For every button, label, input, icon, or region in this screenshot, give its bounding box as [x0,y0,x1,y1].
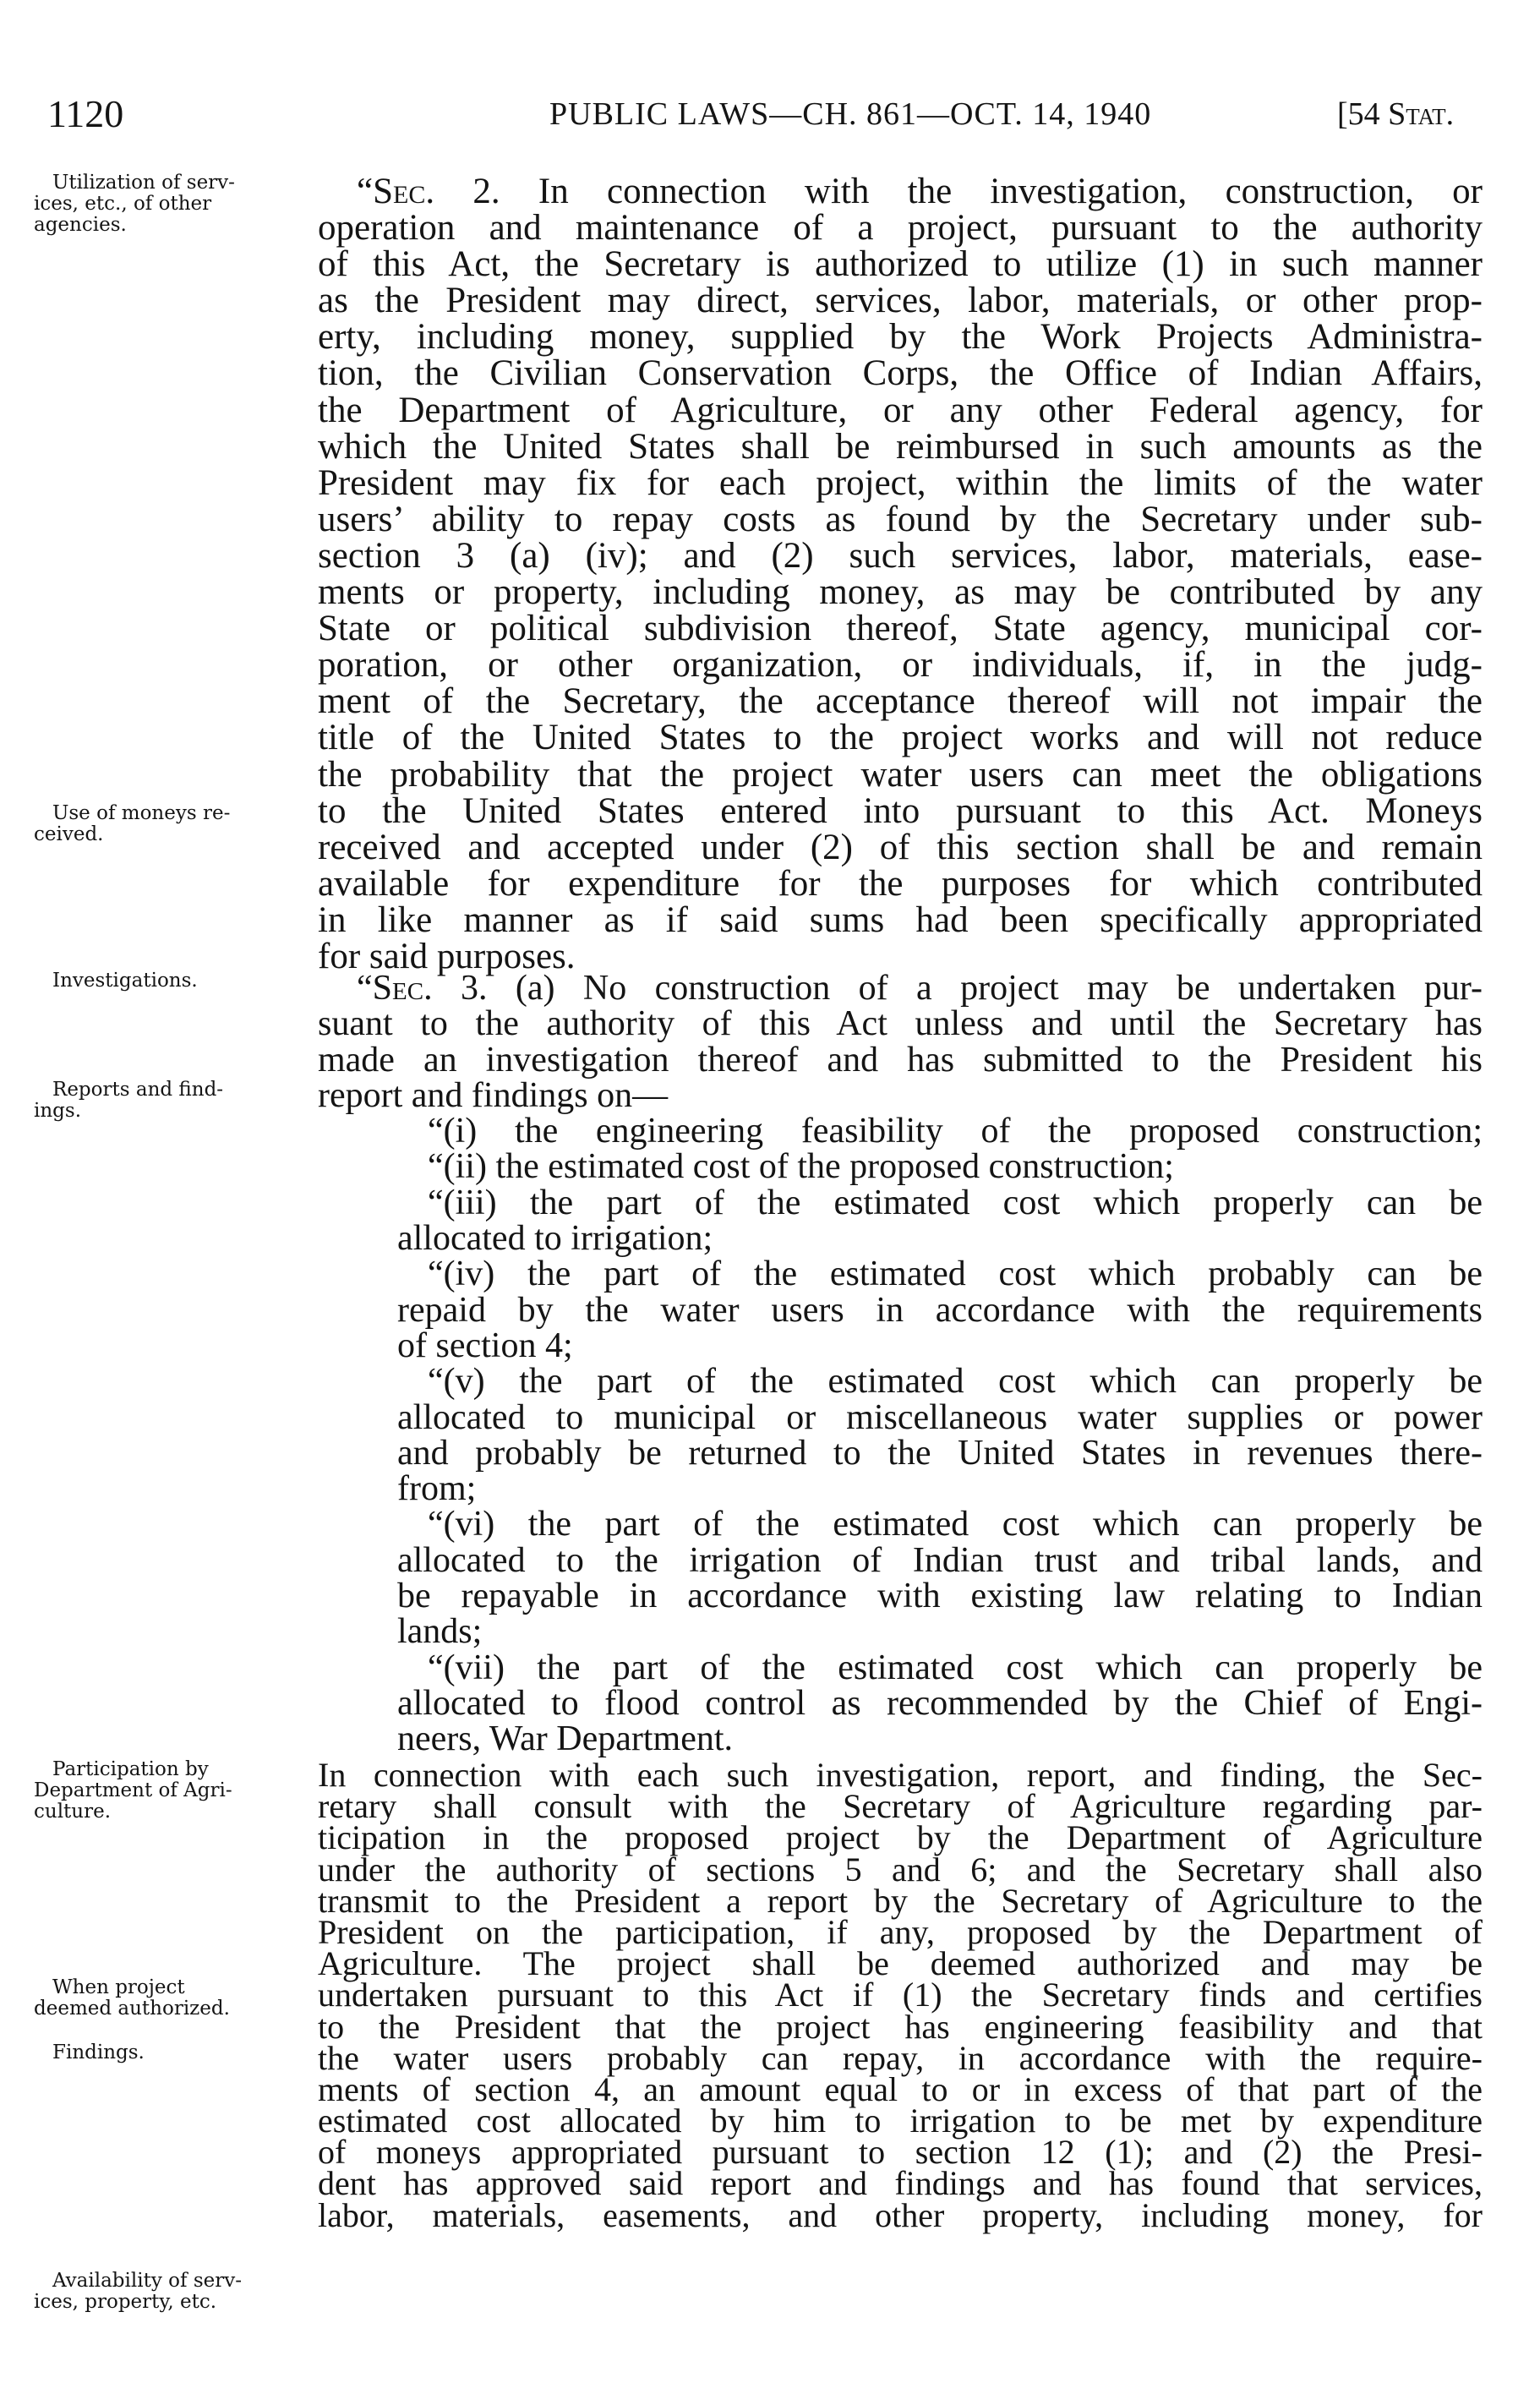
section-2-heading-line: “Sec. 2. In connection with the investigation, construction, or [357,172,1483,211]
text-line: the water users probably can repay, in accordance with the require- [318,2038,1483,2077]
text-line: suant to the authority of this Act unless and until the Secretary has [318,1004,1483,1044]
text-line: dent has approved said report and findings and has found that services, [318,2164,1483,2203]
list-item-continuation: and probably be returned to the United States in revenues there- [397,1433,1483,1473]
text-line: the Department of Agriculture, or any other Federal agency, for [318,390,1483,430]
text-line: in like manner as if said sums had been specifically appropriated [318,899,1483,940]
page-number: 1120 [47,92,124,135]
text-line: ment of the Secretary, the acceptance thereof will not impair the [318,681,1483,722]
list-item-continuation: from; [397,1469,477,1509]
volume-prefix: [54 [1337,96,1389,132]
volume-reference [1337,95,1454,134]
list-item-continuation: repaid by the water users in accordance with the requirements [397,1290,1483,1330]
text-line: Agriculture. The project shall be deemed authorized and may be [318,1944,1483,1983]
list-item: “(vii) the part of the estimated cost which can properly be [428,1648,1483,1687]
section-3-closing [318,1756,1483,2234]
section-3-heading-line: “Sec. 3. (a) No construction of a project may be undertaken pur- [357,969,1483,1008]
text-line: In connection with each such investigation, report, and finding, the Sec- [318,1756,1483,1794]
list-item: “(vi) the part of the estimated cost which can properly be [428,1505,1483,1544]
margin-note-use-of-moneys: Use of moneys re- ceived. [34,802,231,845]
text-line: as the President may direct, services, labor, materials, or other prop- [318,281,1483,321]
text-line: title of the United States to the project works and will not reduce [318,718,1483,758]
text-line: made an investigation thereof and has submitted to the President his [318,1040,1483,1080]
margin-note-investigations: Investigations. [52,970,198,992]
list-item-continuation: lands; [397,1612,483,1652]
margin-note-availability: Availability of serv- ices, property, etc. [34,2270,242,2313]
margin-note-utilization: Utilization of serv- ices, etc., of other agencies. [34,172,235,236]
list-item: “(i) the engineering feasibility of the proposed construction; [428,1112,1483,1151]
section-3 [318,970,1483,1757]
margin-note-participation: Participation by Department of Agri- culture. [34,1758,232,1823]
text-line: tion, the Civilian Conservation Corps, the Office of Indian Affairs, [318,353,1483,394]
text-line: ticipation in the proposed project by the Department of Agriculture [318,1818,1483,1857]
running-head: PUBLIC LAWS—CH. 861—OCT. 14, 1940 [549,96,1152,132]
margin-note-findings: Findings. [52,2042,145,2063]
text-line: users’ ability to repay costs as found by the Secretary under sub- [318,499,1483,539]
text-line: retary shall consult with the Secretary of Agriculture regarding par- [318,1787,1483,1826]
list-item-continuation: allocated to flood control as recommended by the Chief of Engi- [397,1683,1483,1723]
text-line: to the United States entered into pursuant to this Act. Moneys [318,790,1483,831]
text-line: available for expenditure for the purposes for which contributed [318,863,1483,904]
volume-stat: Stat. [1388,96,1455,132]
list-item: “(ii) the estimated cost of the proposed construction; [428,1147,1174,1187]
list-item-continuation: allocated to the irrigation of Indian trust and tribal lands, and [397,1540,1483,1580]
text-line: to the President that the project has engineering feasibility and that [318,2007,1483,2046]
list-item: “(v) the part of the estimated cost which can properly be [428,1362,1483,1402]
margin-note-when-project: When project deemed authorized. [34,1976,230,2020]
text-line: of moneys appropriated pursuant to section 12 (1); and (2) the Presi- [318,2133,1483,2172]
text-line: received and accepted under (2) of this section shall be and remain [318,827,1483,867]
text-line: which the United States shall be reimbursed in such amounts as the [318,426,1483,467]
list-item-continuation: be repayable in accordance with existing law relating to Indian [397,1577,1483,1616]
text-line: poration, or other organization, or individuals, if, in the judg- [318,645,1483,686]
text-line: estimated cost allocated by him to irrigation to be met by expenditure [318,2102,1483,2140]
text-line: labor, materials, easements, and other property, including money, for [318,2195,1483,2234]
text-line: operation and maintenance of a project, pursuant to the authority [318,208,1483,249]
text-line: President on the participation, if any, proposed by the Department of [318,1912,1483,1951]
list-item-continuation: allocated to irrigation; [397,1219,713,1259]
text-line: under the authority of sections 5 and 6; and the Secretary shall also [318,1850,1483,1888]
section-2 [318,173,1483,975]
list-item-continuation: neers, War Department. [397,1719,734,1759]
text-line: of this Act, the Secretary is authorized to utilize (1) in such manner [318,244,1483,285]
text-line: for said purposes. [318,936,576,976]
text-line: the probability that the project water users can meet the obligations [318,754,1483,795]
text-line: State or political subdivision thereof, State agency, municipal cor- [318,609,1483,649]
list-item: “(iv) the part of the estimated cost which probably can be [428,1254,1483,1294]
text-line: undertaken pursuant to this Act if (1) the Secretary finds and certifies [318,1976,1483,2014]
text-line: President may fix for each project, within the limits of the water [318,462,1483,503]
text-line: ments of section 4, an amount equal to or in excess of that part of the [318,2069,1483,2108]
list-item: “(iii) the part of the estimated cost which properly can be [428,1183,1483,1222]
text-line: ments or property, including money, as may be contributed by any [318,572,1483,613]
list-item-continuation: allocated to municipal or miscellaneous water supplies or power [397,1397,1483,1437]
text-line: report and findings on— [318,1075,669,1115]
text-line: erty, including money, supplied by the Work Projects Administra- [318,317,1483,358]
text-line: section 3 (a) (iv); and (2) such services, labor, materials, ease- [318,535,1483,576]
text-line: transmit to the President a report by the Secretary of Agriculture to the [318,1881,1483,1920]
margin-note-reports: Reports and find- ings. [34,1079,224,1122]
list-item-continuation: of section 4; [397,1325,573,1365]
